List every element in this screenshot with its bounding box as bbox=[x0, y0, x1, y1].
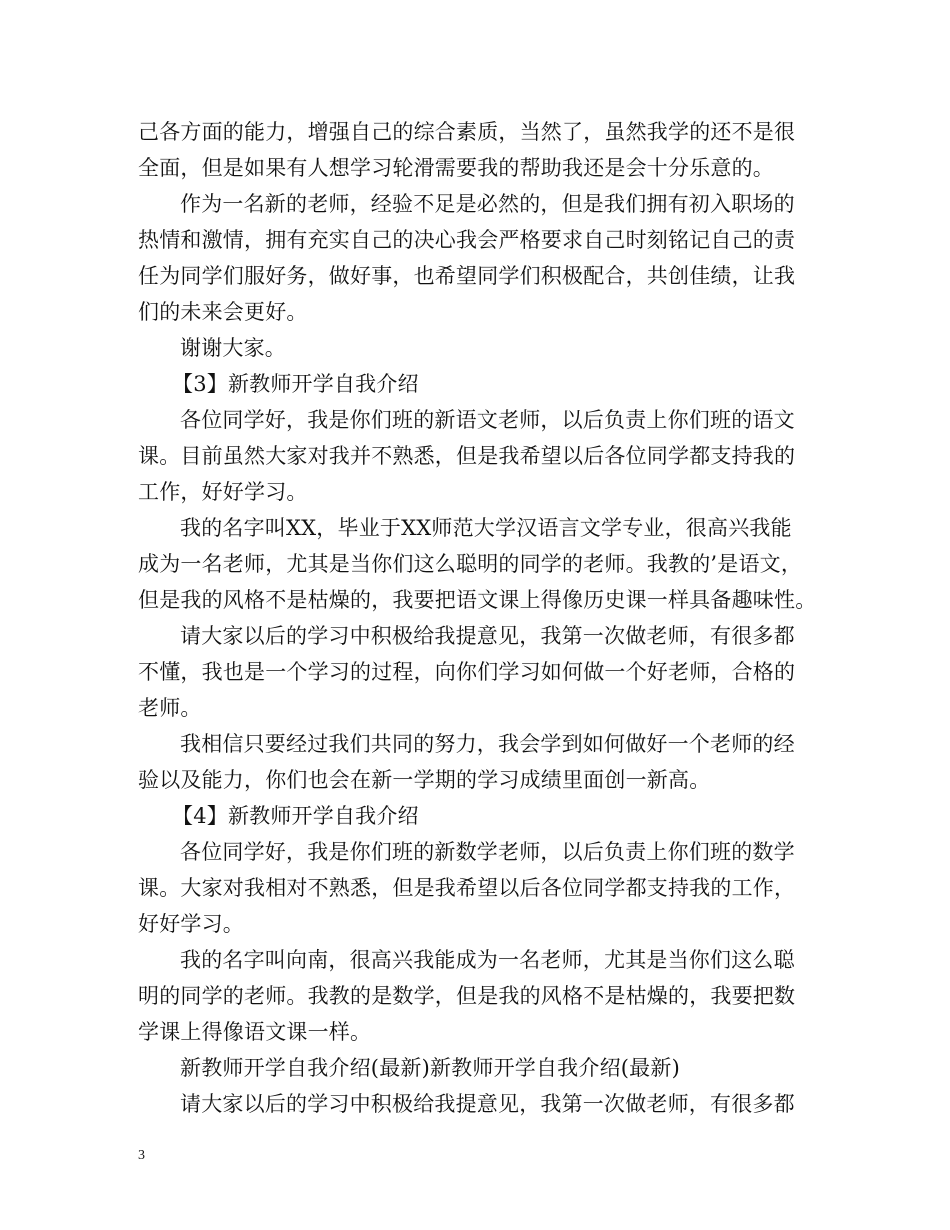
text-line: 己各方面的能力，增强自己的综合素质，当然了，虽然我学的还不是很 bbox=[138, 120, 796, 144]
text-line: 好好学习。 bbox=[138, 912, 244, 936]
paragraph-start-line: 各位同学好，我是你们班的新数学老师，以后负责上你们班的数学 bbox=[180, 840, 795, 864]
text-line: 成为一名老师，尤其是当你们这么聪明的同学的老师。我教的’是语文， bbox=[138, 552, 803, 576]
paragraph-start-line: 谢谢大家。 bbox=[180, 336, 286, 360]
paragraph-start-line: 请大家以后的学习中积极给我提意见，我第一次做老师，有很多都 bbox=[180, 624, 795, 648]
text-line: 课。大家对我相对不熟悉，但是我希望以后各位同学都支持我的工作， bbox=[138, 876, 796, 900]
paragraph-start-line: 我的名字叫XX，毕业于XX师范大学汉语言文学专业，很高兴我能 bbox=[180, 516, 792, 540]
text-line: 学课上得像语文课一样。 bbox=[138, 1020, 372, 1044]
text-line: 工作，好好学习。 bbox=[138, 480, 308, 504]
text-line: 明的同学的老师。我教的是数学，但是我的风格不是枯燥的，我要把数 bbox=[138, 984, 796, 1008]
text-line: 们的未来会更好。 bbox=[138, 300, 308, 324]
text-line: 验以及能力，你们也会在新一学期的学习成绩里面创一新高。 bbox=[138, 768, 711, 792]
paragraph-start-line: 请大家以后的学习中积极给我提意见，我第一次做老师，有很多都 bbox=[180, 1092, 795, 1116]
paragraph-start-line: 作为一名新的老师，经验不足是必然的，但是我们拥有初入职场的 bbox=[180, 192, 795, 216]
text-line: 热情和激情，拥有充实自己的决心我会严格要求自己时刻铭记自己的责 bbox=[138, 228, 796, 252]
text-line: 老师。 bbox=[138, 696, 202, 720]
section-heading: 【3】新教师开学自我介绍 bbox=[172, 372, 419, 396]
section-heading: 【4】新教师开学自我介绍 bbox=[172, 804, 419, 828]
paragraph-start-line: 新教师开学自我介绍(最新)新教师开学自我介绍(最新) bbox=[180, 1056, 680, 1080]
text-line: 但是我的风格不是枯燥的，我要把语文课上得像历史课一样具备趣味性。 bbox=[138, 588, 817, 612]
text-line: 任为同学们服好务，做好事，也希望同学们积极配合，共创佳绩，让我 bbox=[138, 264, 796, 288]
text-line: 不懂，我也是一个学习的过程，向你们学习如何做一个好老师，合格的 bbox=[138, 660, 796, 684]
text-line: 全面，但是如果有人想学习轮滑需要我的帮助我还是会十分乐意的。 bbox=[138, 156, 774, 180]
paragraph-start-line: 我的名字叫向南，很高兴我能成为一名老师，尤其是当你们这么聪 bbox=[180, 948, 795, 972]
paragraph-start-line: 各位同学好，我是你们班的新语文老师，以后负责上你们班的语文 bbox=[180, 408, 795, 432]
page-number: 3 bbox=[138, 1148, 145, 1163]
paragraph-start-line: 我相信只要经过我们共同的努力，我会学到如何做好一个老师的经 bbox=[180, 732, 795, 756]
text-line: 课。目前虽然大家对我并不熟悉，但是我希望以后各位同学都支持我的 bbox=[138, 444, 796, 468]
